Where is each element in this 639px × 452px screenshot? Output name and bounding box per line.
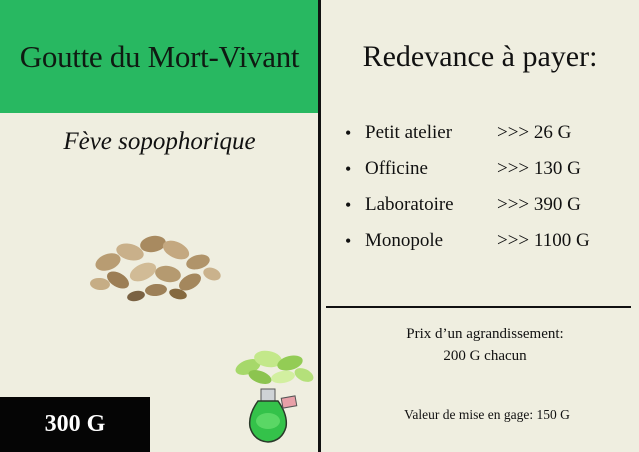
list-item: [345, 187, 590, 223]
upgrade-cost-label: Prix d’un agrandissement:: [406, 326, 564, 342]
horizontal-divider: [326, 306, 631, 308]
card-title: Goutte du Mort-Vivant: [19, 38, 300, 74]
beans-illustration: [78, 222, 228, 302]
rent-level-name: Petit atelier: [365, 122, 453, 143]
list-item: [345, 223, 590, 259]
upgrade-cost: [340, 323, 630, 367]
rent-level-name: Laboratoire: [365, 194, 454, 215]
card-subtitle: Fève sopophorique: [63, 128, 256, 155]
list-item: [345, 115, 590, 151]
vertical-divider: [318, 0, 321, 452]
upgrade-cost-value: 200 G chacun: [443, 348, 527, 364]
rent-level-name: Officine: [365, 158, 428, 179]
bullet-icon: •: [345, 194, 352, 215]
rent-level-value: >>> 26 G: [497, 122, 572, 143]
list-item: [345, 151, 590, 187]
potion-flask-icon: [228, 345, 318, 445]
bullet-icon: •: [345, 158, 352, 179]
property-price: 300 G: [44, 411, 106, 437]
bullet-icon: •: [345, 122, 352, 143]
rent-level-value: >>> 390 G: [497, 194, 581, 215]
rent-list: [345, 115, 590, 259]
bullet-icon: •: [345, 230, 352, 251]
price-band: [0, 397, 150, 452]
mortgage-value: Valeur de mise en gage: 150 G: [404, 407, 570, 422]
rent-level-value: >>> 1100 G: [497, 230, 590, 251]
rent-level-name: Monopole: [365, 230, 444, 251]
title-band: [0, 0, 319, 113]
rent-heading: Redevance à payer:: [362, 40, 598, 73]
rent-level-value: >>> 130 G: [497, 158, 581, 179]
